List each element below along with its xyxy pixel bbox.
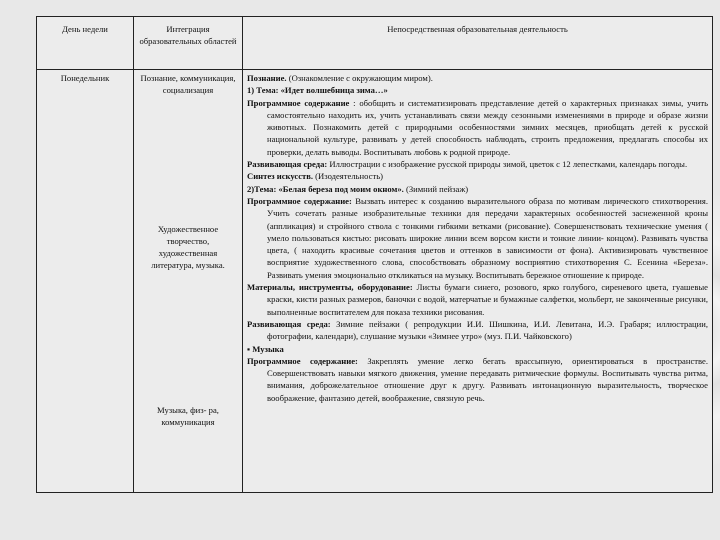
header-activity: Непосредственная образовательная деятельность	[243, 17, 713, 70]
paragraph-heading: Программное содержание	[247, 97, 350, 108]
area-1: Познание, коммуникация, социализация	[140, 73, 236, 96]
paragraph-heading: Синтез искусств.	[247, 171, 314, 182]
header-row	[37, 17, 713, 70]
activity-paragraph	[247, 195, 708, 281]
paragraph-text: Вызвать интерес к созданию выразительного образа по мотивам лирического стихотворения. Учить сочетать разные изобразительные техники для передачи характерных особенностей заснеженной кроны (аппликация) и стройного ствола с тонкими гибкими ветками (рисование). Совершенствовать технические умения ( умело пользоваться кистью: рисовать широкие линии всем ворсом кисти и тонкие линии- концом). Развивать чувства цвета, ( находить красивые сочетания цветов и оттенков в зависимости от фона). Активизировать чувственное восприятие художественного слова, способствовать образному восприятию стихотворения С. Есенина «Береза». Развивать умения эмоционально откликаться на музыку. Воспитывать бережное отношение к природе.	[267, 195, 708, 280]
paragraph-text: (Зимний пейзаж)	[403, 183, 469, 194]
areas-cell	[134, 70, 243, 493]
activity-paragraph	[247, 355, 708, 404]
header-day: День недели	[37, 17, 134, 70]
paragraph-heading: Познание.	[247, 73, 287, 83]
activity-paragraph	[247, 72, 708, 84]
activity-paragraph	[247, 84, 708, 96]
activity-paragraph	[247, 170, 708, 182]
lesson-plan-table	[36, 16, 713, 493]
area-3: Музыка, физ- ра, коммуникация	[157, 404, 219, 428]
activity-paragraph	[247, 97, 708, 158]
header-areas: Интеграция образовательных областей	[134, 17, 243, 70]
paragraph-text: (Ознакомление с окружающим миром).	[286, 73, 433, 83]
paragraph-text: Иллюстрации с изображение русской природы зимой, цветок с 12 лепестками, календарь погоды.	[327, 159, 688, 170]
paragraph-heading: Развивающая среда:	[247, 318, 331, 329]
paragraph-heading: Программное содержание:	[247, 355, 358, 366]
activity-paragraph	[247, 318, 708, 343]
day-cell: Понедельник	[37, 70, 134, 493]
activity-paragraph	[247, 183, 708, 195]
paragraph-text: Зимние пейзажи ( репродукции И.И. Шишкина, И.И. Левитана, И.Э. Грабаря; иллюстрации, фотографии, календари), слушание музыки «Зимнее утро» (муз. П.И. Чайковского)	[267, 318, 708, 342]
paragraph-heading: 1) Тема: «Идет волшебница зима…»	[247, 85, 388, 96]
activity-paragraph	[247, 158, 708, 170]
paragraph-text: (Изодеятельность)	[313, 171, 384, 182]
paragraph-heading: Программное содержание:	[247, 195, 352, 206]
activity-cell	[243, 70, 713, 493]
paragraph-text: Закреплять умение легко бегать врассыпную, ориентироваться в пространстве. Совершенствовать навыки мягкого движения, умение передавать ритмические формулы. Воспитывать чувства ритма, внимания, доброжелательное отношение друг к другу. Развивать интонационную выразительность, творческое воображение, фантазию детей, воображение, связную речь.	[267, 355, 708, 403]
table-row	[37, 70, 713, 493]
paragraph-text: Листы бумаги синего, розового, ярко голубого, сиреневого цвета, гуашевые краски, кисти разных размеров, баночки с водой, матерчатые и бумажные салфетки, мольберт, не законченные рисунки, выполненные воспитателем для показа техники рисования.	[267, 282, 708, 317]
paragraph-heading: Материалы, инструменты, оборудование:	[247, 282, 413, 293]
paragraph-text: : обобщить и систематизировать представление детей о характерных признаках зимы, учить самостоятельно находить их, учить устанавливать связи между сезонными изменениями в природе и образе жизни животных. Познакомить детей с природными особенностями зимних месяцев, приобщать детей к русской национальной культуре, развивать у детей способность наблюдать, строить предложения, предлагать способы их проверки, делать выводы. Воспитывать любовь к родной природе.	[267, 97, 708, 157]
activity-paragraph	[247, 343, 708, 355]
paragraph-heading: 2)Тема: «Белая береза под моим окном».	[247, 183, 404, 194]
paragraph-heading: Развивающая среда:	[247, 159, 328, 170]
area-2: Художественное творчество, художественная литература, музыка.	[151, 223, 225, 271]
paragraph-heading: ▪ Музыка	[247, 343, 284, 354]
activity-paragraph	[247, 281, 708, 318]
